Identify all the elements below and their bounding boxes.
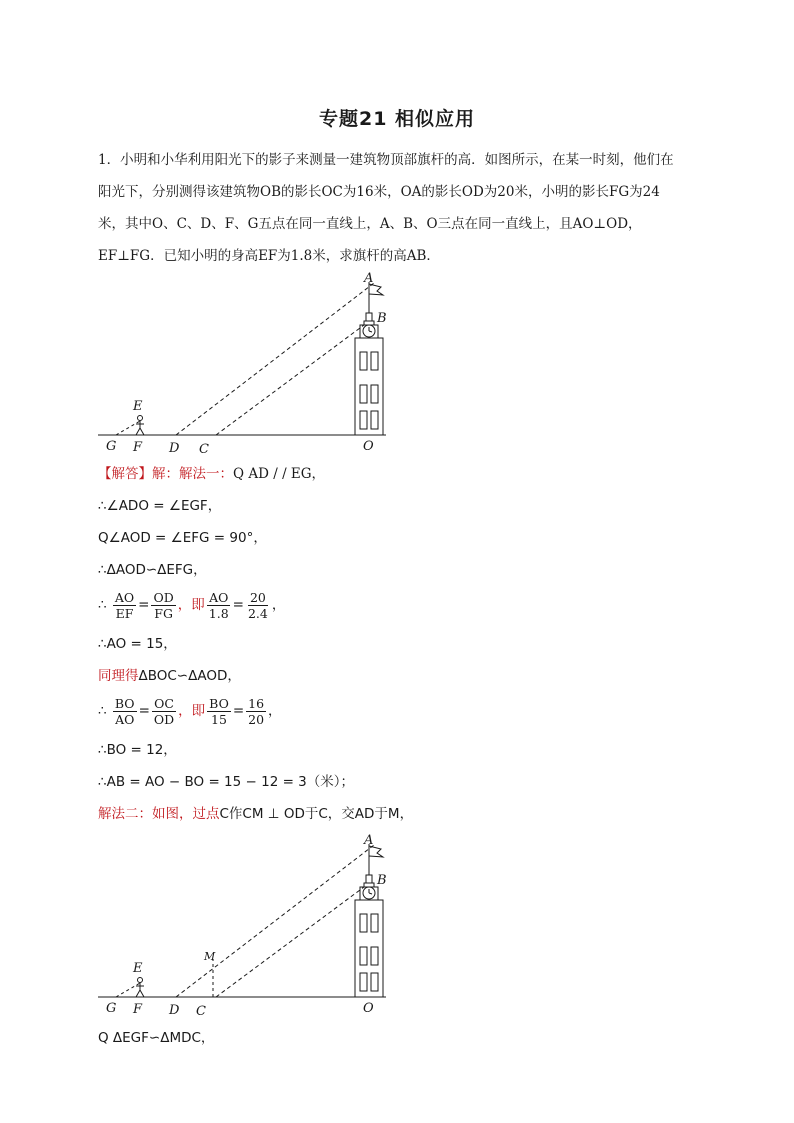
- solution-line-5: [98, 588, 285, 622]
- fraction: [246, 590, 270, 621]
- fraction: [207, 590, 231, 621]
- denominator: 2.4: [247, 606, 268, 621]
- solution-line-2: ∴∠ADO = ∠EGF，: [98, 498, 222, 514]
- numerator: AO: [114, 590, 135, 605]
- label-O: O: [363, 1001, 374, 1016]
- label-M: M: [204, 950, 216, 963]
- solution-intro: 解：解法一：: [152, 466, 233, 482]
- equals: =: [232, 703, 245, 719]
- solution-line-1: [98, 464, 325, 484]
- solution-method-2: [98, 804, 413, 824]
- solution-line-7: [98, 666, 241, 686]
- fraction: [113, 696, 137, 727]
- solution-tag: 【解答】: [98, 466, 152, 482]
- equals: =: [138, 703, 150, 719]
- label-A: A: [364, 833, 374, 848]
- label-C: C: [199, 442, 209, 457]
- method-2-intro: 解法二：如图，过点: [98, 806, 220, 822]
- equals: =: [232, 597, 244, 613]
- numerator: OC: [154, 696, 174, 711]
- label-C: C: [196, 1004, 206, 1019]
- fraction: [113, 590, 136, 621]
- problem-text: [98, 144, 698, 272]
- label-G: G: [106, 1001, 117, 1016]
- solution-line-8: [98, 694, 282, 728]
- solution-line-3: Q∠AOD = ∠EFG = 90°，: [98, 530, 267, 546]
- method-2-step: C作CM ⊥ OD于C，交AD于M，: [219, 806, 414, 822]
- figure-1-diagram: [96, 268, 426, 460]
- comma: ，: [268, 703, 282, 719]
- numerator: AO: [209, 590, 229, 605]
- solution-last-line: Q ΔEGF∽ΔMDC，: [98, 1030, 215, 1046]
- label-A: A: [364, 271, 374, 286]
- denominator: FG: [154, 606, 173, 621]
- denominator: 1.8: [208, 606, 229, 621]
- label-D: D: [169, 1003, 180, 1018]
- therefore-sign: ∴: [98, 703, 107, 719]
- label-F: F: [133, 440, 143, 455]
- denominator: 15: [211, 712, 227, 727]
- namely-text: ，即: [178, 703, 206, 719]
- problem-line: 米，其中O、C、D、F、G五点在同一直线上，A、B、O三点在同一直线上，且AO⊥OD，: [98, 216, 642, 232]
- solution-line-10: ∴AB = AO − BO = 15 − 12 = 3（米）；: [98, 774, 355, 790]
- denominator: 20: [248, 712, 265, 727]
- solution-line-6: ∴AO = 15，: [98, 636, 177, 652]
- problem-line: 阳光下，分别测得该建筑物OB的影长OC为16米，OA的影长OD为20米，小明的影长FG为24: [98, 184, 660, 200]
- label-B: B: [377, 873, 387, 888]
- therefore-sign: ∴: [98, 597, 107, 613]
- label-D: D: [169, 441, 180, 456]
- solution-line-9: ∴BO = 12，: [98, 742, 177, 758]
- numerator: 20: [249, 590, 266, 605]
- label-B: B: [377, 311, 387, 326]
- label-F: F: [133, 1002, 143, 1017]
- similarly-text: 同理得: [98, 668, 139, 684]
- denominator: OD: [153, 712, 175, 727]
- label-E: E: [133, 399, 143, 414]
- numerator: BO: [114, 696, 135, 711]
- page-title: 专题21 相似应用: [318, 108, 476, 130]
- comma: ，: [271, 597, 286, 613]
- numerator: 16: [248, 696, 265, 711]
- problem-line: 1．小明和小华利用阳光下的影子来测量一建筑物顶部旗杆的高．如图所示，在某一时刻，他们在: [98, 152, 674, 168]
- label-E: E: [133, 961, 143, 976]
- solution-line-4: ∴ΔAOD∽ΔEFG，: [98, 562, 207, 578]
- fraction: [152, 696, 176, 727]
- numerator: OD: [153, 590, 174, 605]
- denominator: AO: [115, 712, 135, 727]
- fraction: [207, 696, 231, 727]
- solution-step: Q AD / / EG，: [233, 466, 326, 482]
- problem-line: EF⊥FG．已知小明的身高EF为1.8米，求旗杆的高AB．: [98, 248, 440, 264]
- label-O: O: [363, 439, 374, 454]
- equals: =: [138, 597, 150, 613]
- numerator: BO: [209, 696, 229, 711]
- namely-text: ，即: [177, 597, 205, 613]
- denominator: EF: [115, 606, 134, 621]
- fraction: [151, 590, 175, 621]
- label-G: G: [106, 439, 117, 454]
- figure-2-diagram: [96, 830, 426, 1022]
- fraction: [246, 696, 266, 727]
- solution-step: ΔBOC∽ΔAOD，: [138, 668, 241, 684]
